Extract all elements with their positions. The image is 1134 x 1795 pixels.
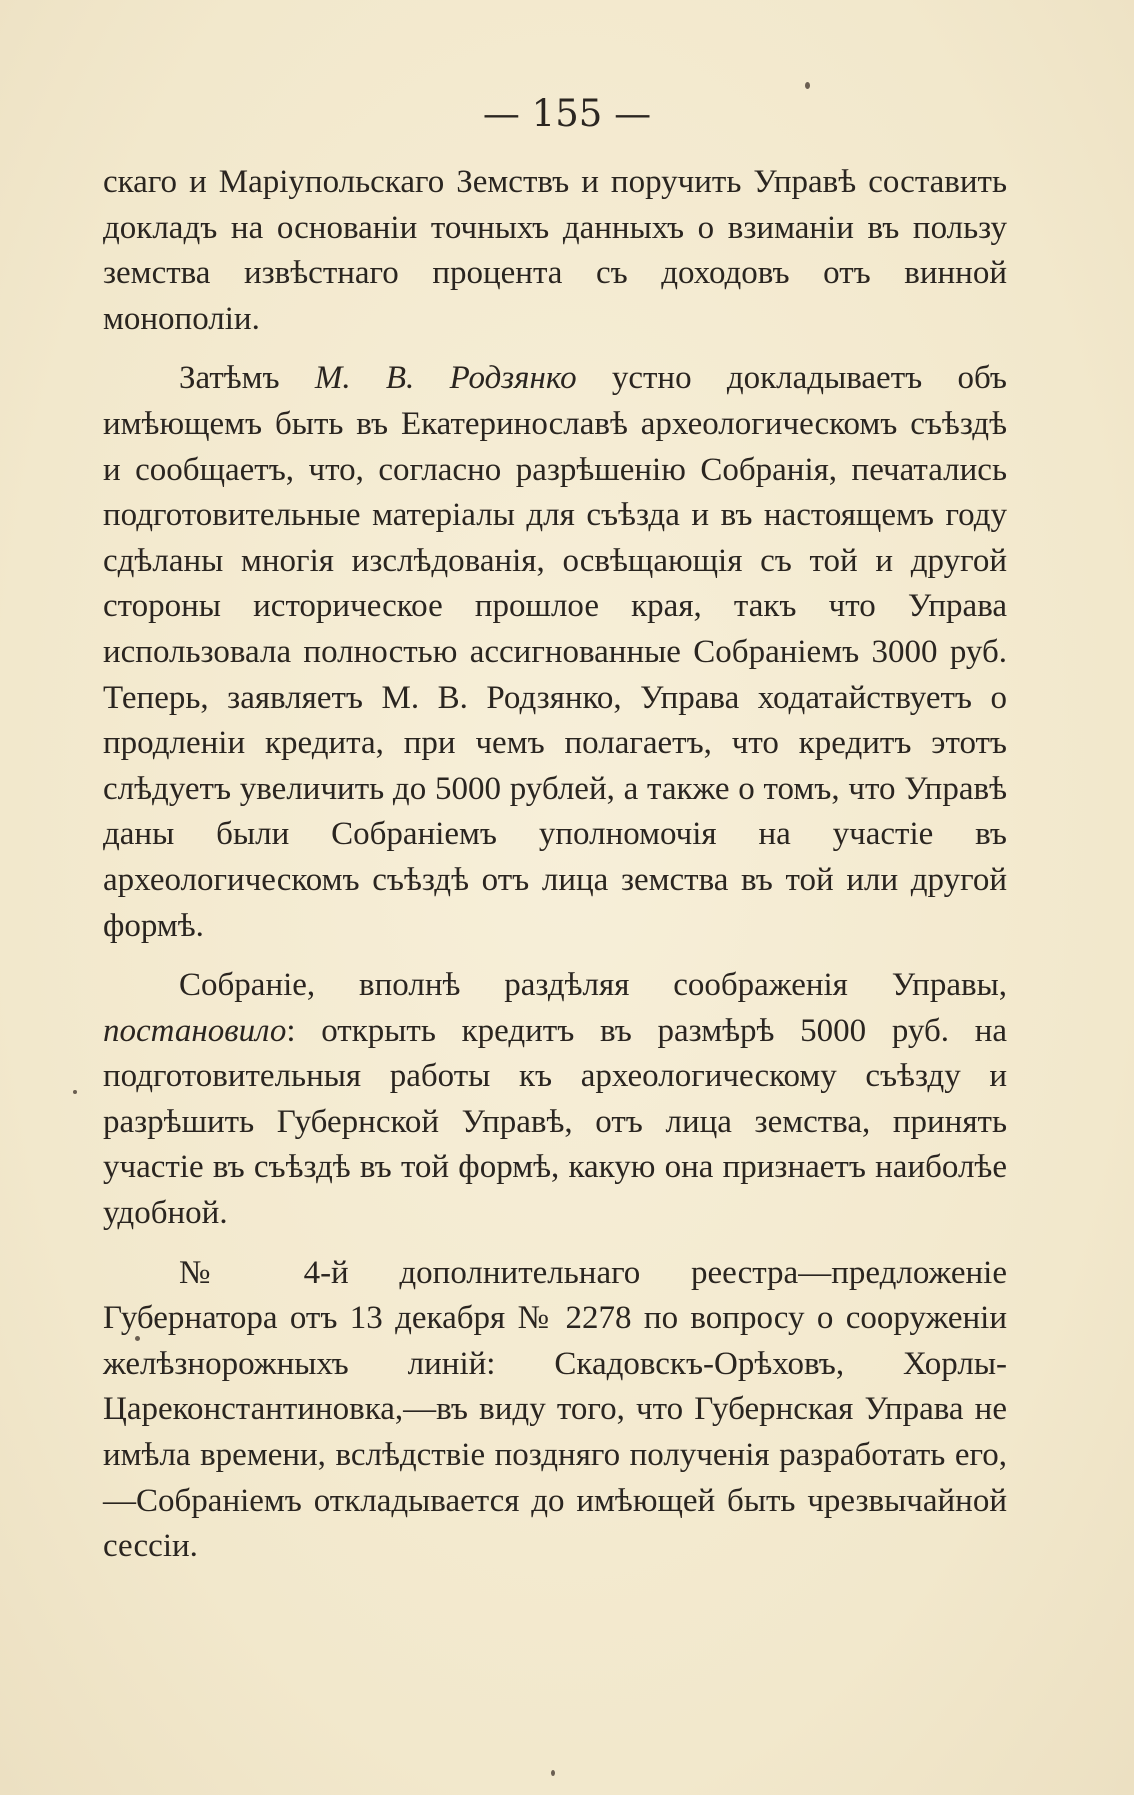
paragraph-4 [103,1251,1007,1570]
speaker-name: М. В. Родзянко [314,360,577,397]
paragraph-4-text: № 4-й дополнительнаго реестра—предложеніе Губернатора отъ 13 декабря № 2278 по вопросу о сооруженіи желѣзнорожныхъ линій: Скадовскъ-Орѣховъ, Хорлы-Цареконстантиновка,—въ виду того, что Губернская Управа не имѣла времени, вслѣдствіе поздняго полученія разработать его,—Собраніемъ откладывается до имѣющей быть чрезвычайной сессіи. [103,1254,1007,1565]
page-number: — 155 — [482,92,652,135]
paragraph-2-text-rest: устно докладываетъ объ имѣющемъ быть въ Екатеринославѣ археологическомъ съѣздѣ и сообщаетъ, что, согласно разрѣшенію Собранія, печатались подготовительные матеріалы для съѣзда и въ настоящемъ году сдѣланы многія изслѣдованія, освѣщающія съ той и другой стороны историческое прошлое края, такъ что Управа использовала полностью ассигнованные Собраніемъ 3000 руб. Теперь, заявляетъ М. В. Родзянко, Управа ходатайствуетъ о продленіи кредита, при чемъ полагаетъ, что кредитъ этотъ слѣдуетъ увеличить до 5000 рублей, а также о томъ, что Управѣ даны были Собраніемъ уполномочія на участіе въ археологическомъ съѣздѣ отъ лица земства въ той или другой формѣ. [103,360,1007,944]
body-text [103,160,1007,1584]
print-speck [73,1090,77,1094]
print-speck [135,1336,140,1341]
paragraph-3 [103,963,1007,1237]
paragraph-2-text-start: Затѣмъ [179,360,315,397]
resolution-keyword: постановило [103,1012,287,1049]
paragraph-3-text-rest: : открыть кредитъ въ размѣрѣ 5000 руб. на подготовительныя работы къ археологическому съѣзду и разрѣшить Губернской Управѣ, отъ лица земства, принять участіе въ съѣздѣ въ той формѣ, какую она признаетъ наиболѣе удобной. [103,1012,1007,1232]
paragraph-1 [103,160,1007,342]
print-speck [551,1770,555,1776]
paragraph-2 [103,356,1007,949]
paragraph-1-text: скаго и Маріупольскаго Земствъ и поручить Управѣ составить докладъ на основаніи точныхъ данныхъ о взиманіи въ пользу земства извѣстнаго процента съ доходовъ отъ винной монополіи. [103,164,1007,337]
paragraph-3-text-start: Собраніе, вполнѣ раздѣляя соображенія Управы, [179,967,1007,1004]
print-speck [805,82,810,89]
